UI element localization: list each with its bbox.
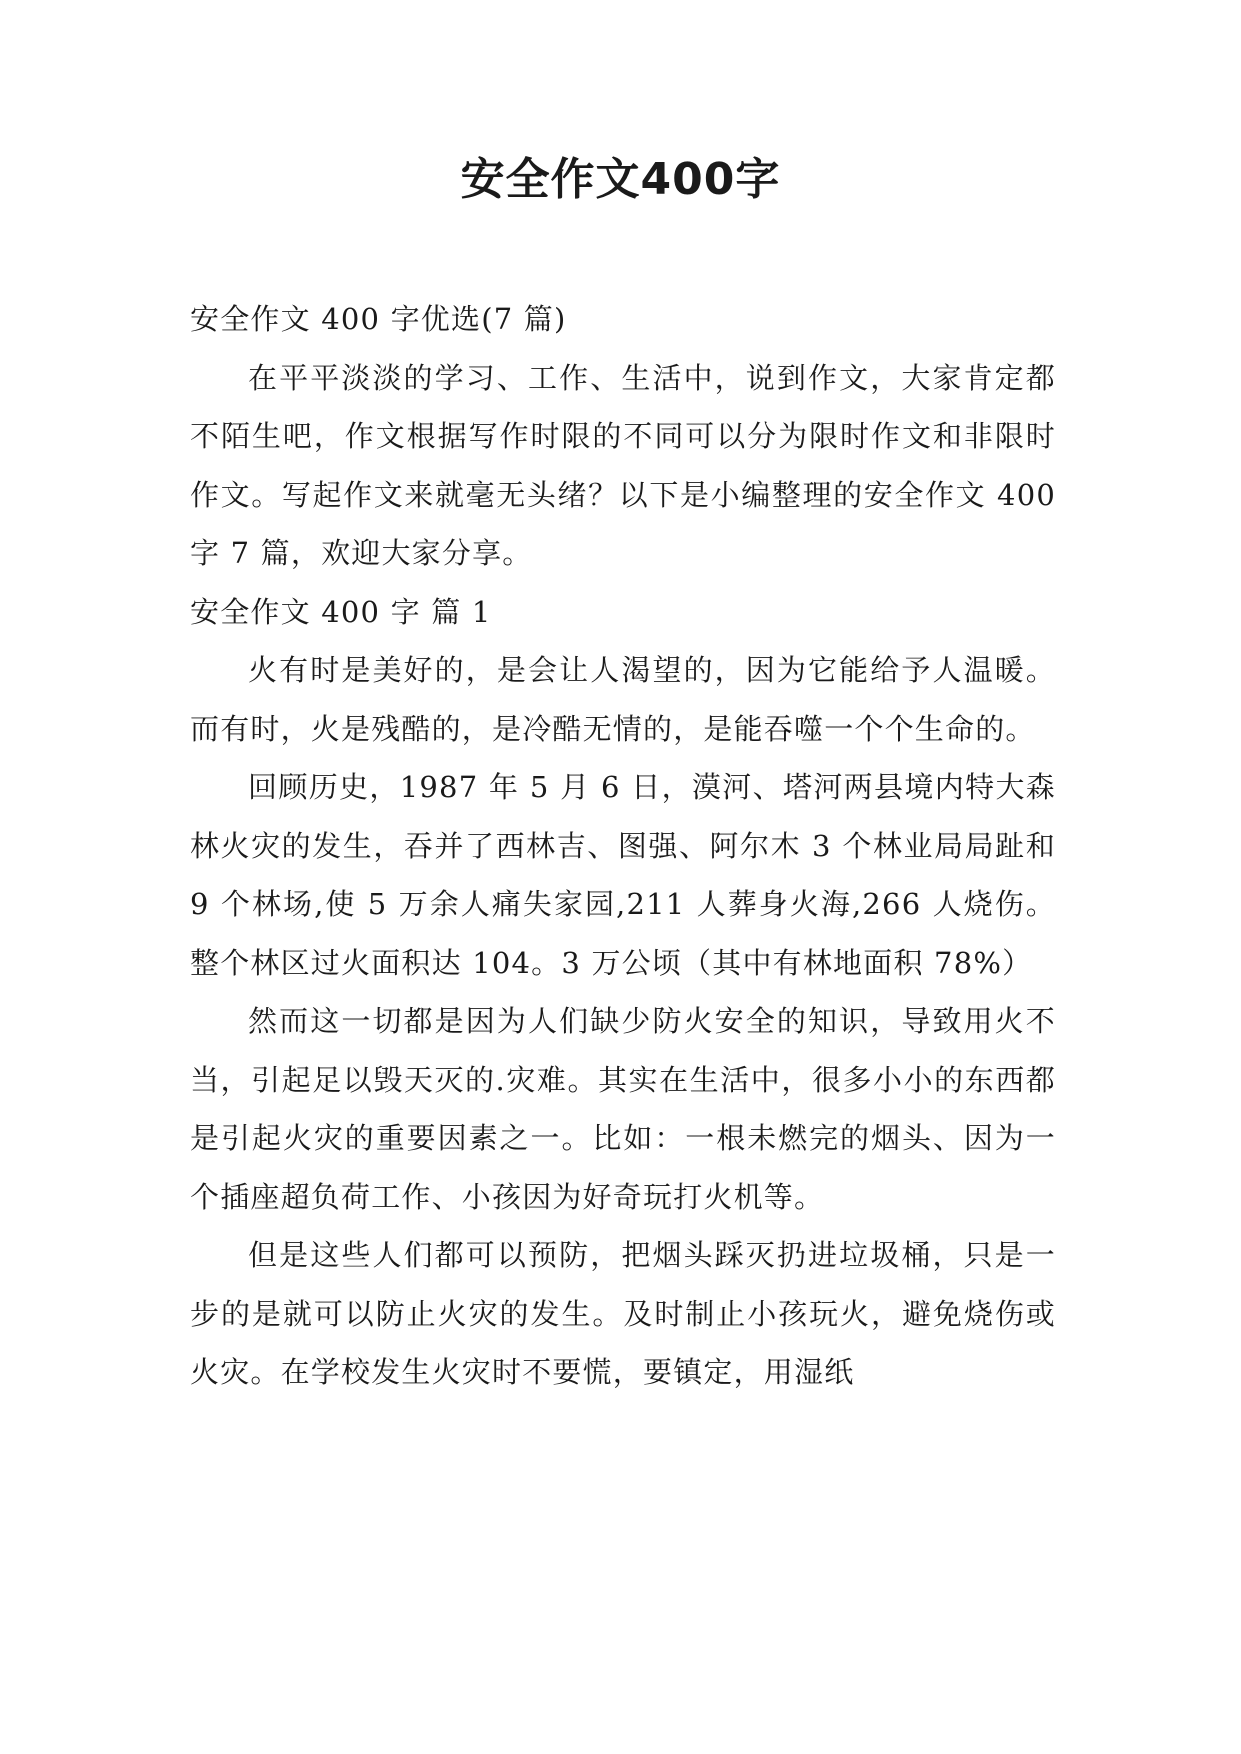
document-body <box>190 290 1056 1402</box>
body-paragraph-4: 但是这些人们都可以预防，把烟头踩灭扔进垃圾桶，只是一步的是就可以防止火灾的发生。及时制止小孩玩火，避免烧伤或火灾。在学校发生火灾时不要慌，要镇定，用湿纸 <box>190 1238 1056 1389</box>
intro-paragraph: 在平平淡淡的学习、工作、生活中，说到作文，大家肯定都不陌生吧，作文根据写作时限的不同可以分为限时作文和非限时作文。写起作文来就毫无头绪？以下是小编整理的安全作文 400 字 7 篇，欢迎大家分享。 <box>190 360 1056 570</box>
section-heading: 安全作文 400 字 篇 1 <box>190 594 492 629</box>
body-paragraph-1: 火有时是美好的，是会让人渴望的，因为它能给予人温暖。而有时，火是残酷的，是冷酷无情的，是能吞噬一个个生命的。 <box>190 653 1056 746</box>
body-paragraph-3: 然而这一切都是因为人们缺少防火安全的知识，导致用火不当，引起足以毁天灭的.灾难。其实在生活中，很多小小的东西都是引起火灾的重要因素之一。比如：一根未燃完的烟头、因为一个插座超负荷工作、小孩因为好奇玩打火机等。 <box>190 1004 1056 1214</box>
body-paragraph-2: 回顾历史，1987 年 5 月 6 日，漠河、塔河两县境内特大森林火灾的发生，吞并了西林吉、图强、阿尔木 3 个林业局局趾和 9 个林场,使 5 万余人痛失家园,211 人葬身火海,266 人烧伤。整个林区过火面积达 104。3 万公顷（其中有林地面积 78%） <box>190 770 1056 980</box>
document-subtitle: 安全作文 400 字优选(7 篇) <box>190 302 567 336</box>
document-title: 安全作文400字 <box>460 154 781 205</box>
